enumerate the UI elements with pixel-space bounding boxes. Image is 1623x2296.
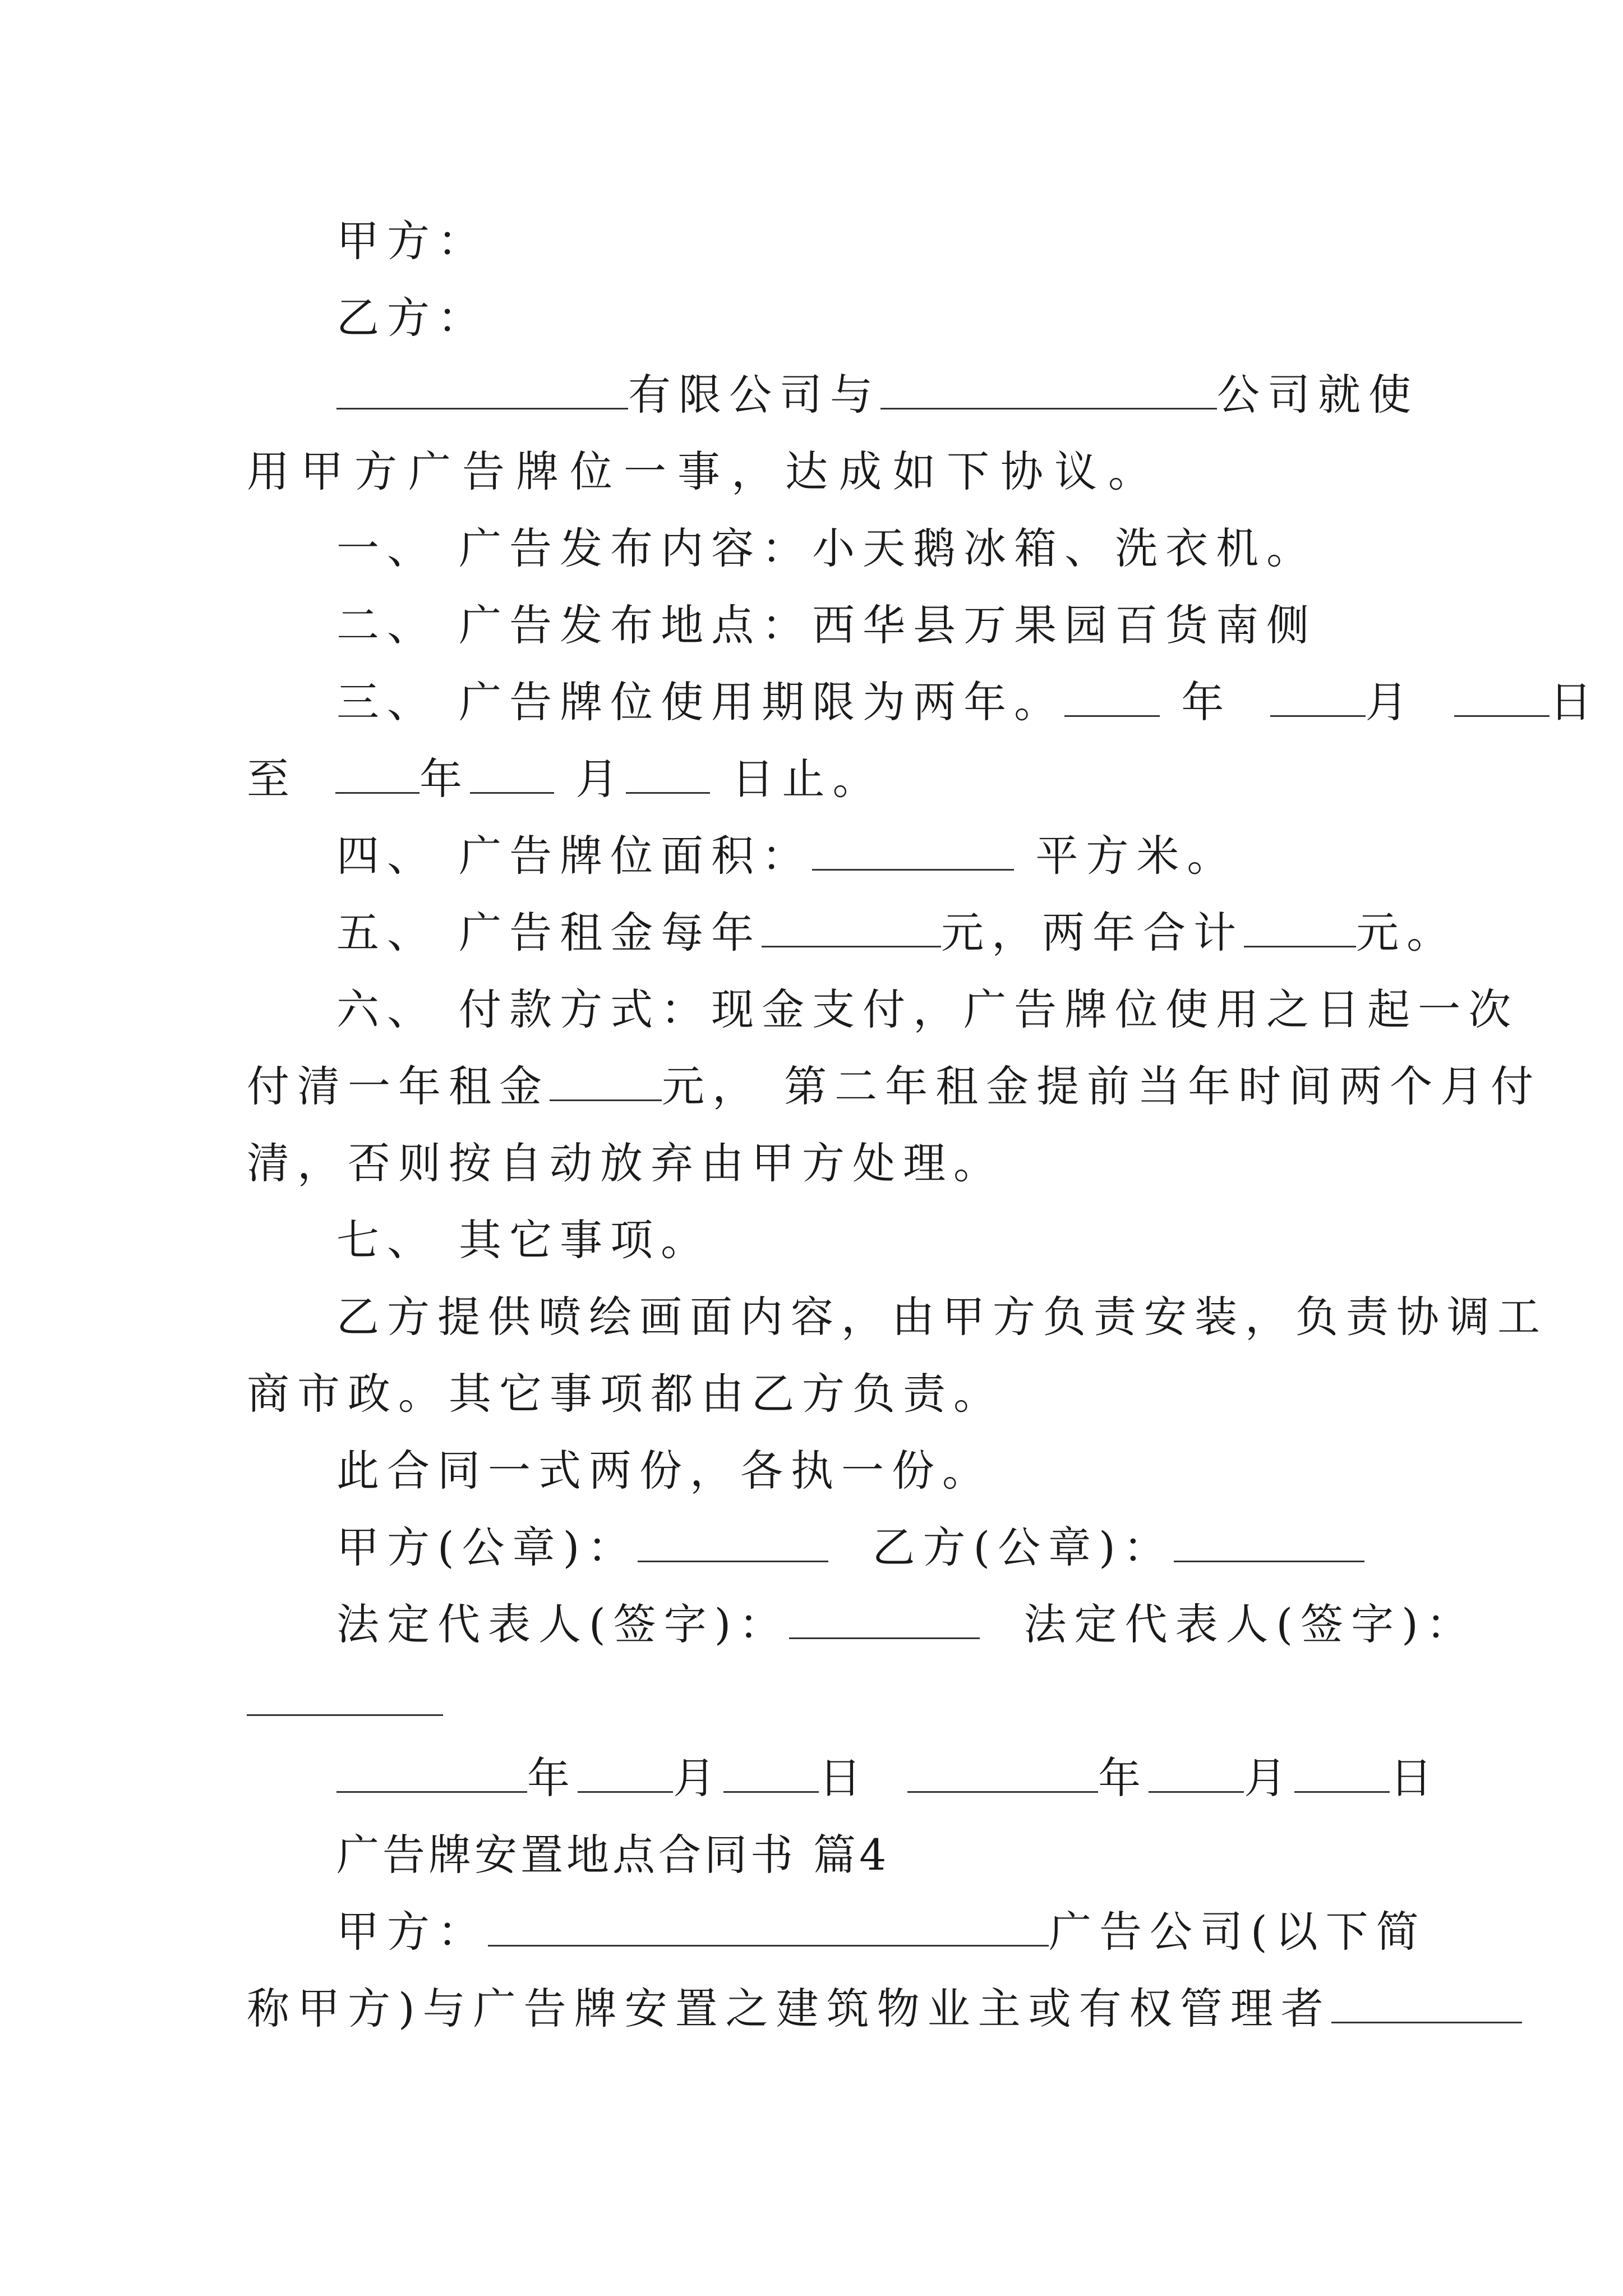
party-b-line: [336, 290, 488, 346]
blank-field: [1454, 676, 1550, 717]
blank-field: [336, 369, 628, 409]
blank-field: [789, 1598, 980, 1639]
signature-cont: [247, 1673, 443, 1729]
party-b-rep-label: 法定代表人(签字)：: [1023, 1599, 1477, 1649]
blank-field: [488, 1906, 1049, 1947]
clause-3-day: 日: [1549, 677, 1600, 727]
blank-field: [1270, 676, 1366, 717]
clause-7-body-text-2: 商市政。其它事项都由乙方负责。: [247, 1369, 1004, 1419]
intro-text-3: 用甲方广告牌位一事，达成如下协议。: [247, 447, 1162, 496]
date-a-month: 月: [673, 1753, 723, 1803]
clause-6: [336, 982, 1519, 1038]
date-a-day: 日: [819, 1753, 869, 1803]
second-party-a-line: [336, 1904, 1427, 1960]
clause-3-to-year: 年: [419, 754, 471, 804]
blank-field: [723, 1752, 819, 1793]
clause-3-year: 年: [1181, 677, 1232, 727]
blank-field: [247, 1675, 443, 1716]
clause-3-to-month: 月: [575, 754, 626, 804]
party-a-rep-label: 法定代表人(签字)：: [336, 1599, 790, 1649]
clause-5-text: 五、 广告租金每年: [336, 908, 762, 958]
blank-field: [336, 1752, 527, 1793]
date-line: [336, 1750, 1440, 1806]
clause-4: [336, 828, 1237, 884]
clause-6-text-3: 元， 第二年租金提前当年时间两个月付: [662, 1061, 1542, 1111]
blank-field: [1294, 1752, 1390, 1793]
section-title: [336, 1827, 890, 1883]
clause-4-unit: 平方米。: [1035, 831, 1238, 881]
blank-field: [1244, 907, 1356, 947]
blank-field: [626, 753, 710, 794]
second-party-a-text: 广告公司(以下简: [1049, 1907, 1427, 1957]
clause-6-text-2: 付清一年租金: [247, 1061, 550, 1111]
clause-3-cont: [247, 751, 883, 807]
clause-3: [336, 674, 1600, 730]
intro-line-1: [336, 367, 1419, 423]
clause-2: [336, 597, 1317, 654]
party-b-seal-label: 乙方(公章)：: [872, 1522, 1174, 1572]
clause-2-text: 二、 广告发布地点：西华县万果园百货南侧: [336, 600, 1317, 650]
party-a-label: 甲方：: [336, 216, 488, 266]
intro-text-1: 有限公司与: [628, 370, 880, 420]
blank-field: [638, 1521, 828, 1562]
blank-field: [470, 753, 554, 794]
clause-1: [336, 521, 1317, 577]
clause-6-text: 六、 付款方式：现金支付，广告牌位使用之日起一次: [336, 984, 1519, 1034]
section-title-text: 广告牌安置地点合同书 篇4: [336, 1830, 890, 1880]
seal-line: [336, 1520, 1364, 1576]
clause-3-text: 三、 广告牌位使用期限为两年。: [336, 677, 1065, 727]
blank-field: [1331, 1982, 1522, 2023]
copies-text: 此合同一式两份，各执一份。: [336, 1446, 993, 1496]
clause-6-text-4: 清，否则按自动放弃由甲方处理。: [247, 1138, 1004, 1188]
clause-7-body-text: 乙方提供喷绘画面内容，由甲方负责安装，负责协调工: [336, 1292, 1548, 1342]
blank-field: [335, 753, 419, 794]
party-b-label: 乙方：: [336, 293, 488, 343]
clause-3-to: 至: [247, 754, 297, 804]
clause-7: [336, 1212, 711, 1268]
clause-5: [336, 905, 1457, 961]
clause-6-cont-1: [247, 1059, 1541, 1115]
blank-field: [880, 369, 1217, 409]
blank-field: [762, 907, 941, 947]
copies-line: [336, 1443, 993, 1499]
clause-6-cont-2: [247, 1135, 1004, 1191]
clause-7-body-2: [247, 1366, 1004, 1422]
clause-3-month: 月: [1365, 677, 1416, 727]
clause-1-text: 一、 广告发布内容：小天鹅冰箱、洗衣机。: [336, 523, 1317, 573]
date-a-year: 年: [527, 1753, 578, 1803]
clause-5-text-3: 元。: [1356, 908, 1458, 958]
signature-line: [336, 1596, 1477, 1653]
blank-field: [907, 1752, 1098, 1793]
party-a-line: [336, 213, 488, 269]
party-a-seal-label: 甲方(公章)：: [336, 1522, 638, 1572]
date-b-month: 月: [1244, 1753, 1295, 1803]
blank-field: [578, 1752, 673, 1793]
clause-4-text: 四、 广告牌位面积：: [336, 831, 813, 881]
blank-field: [1064, 676, 1160, 717]
clause-7-body-1: [336, 1289, 1548, 1345]
second-party-a-cont: [247, 1981, 1522, 2037]
intro-text-2: 公司就使: [1217, 370, 1419, 420]
second-party-a-text-2: 称甲方)与广告牌安置之建筑物业主或有权管理者: [247, 1984, 1331, 2033]
blank-field: [1174, 1521, 1364, 1562]
blank-field: [812, 830, 1014, 871]
clause-7-text: 七、 其它事项。: [336, 1215, 712, 1265]
date-b-year: 年: [1098, 1753, 1149, 1803]
date-b-day: 日: [1390, 1753, 1441, 1803]
second-party-a-label: 甲方：: [336, 1907, 488, 1957]
blank-field: [550, 1060, 662, 1101]
blank-field: [1149, 1752, 1244, 1793]
clause-5-text-2: 元，两年合计: [941, 908, 1244, 958]
intro-line-2: [247, 444, 1162, 500]
clause-3-to-day: 日止。: [731, 754, 883, 804]
